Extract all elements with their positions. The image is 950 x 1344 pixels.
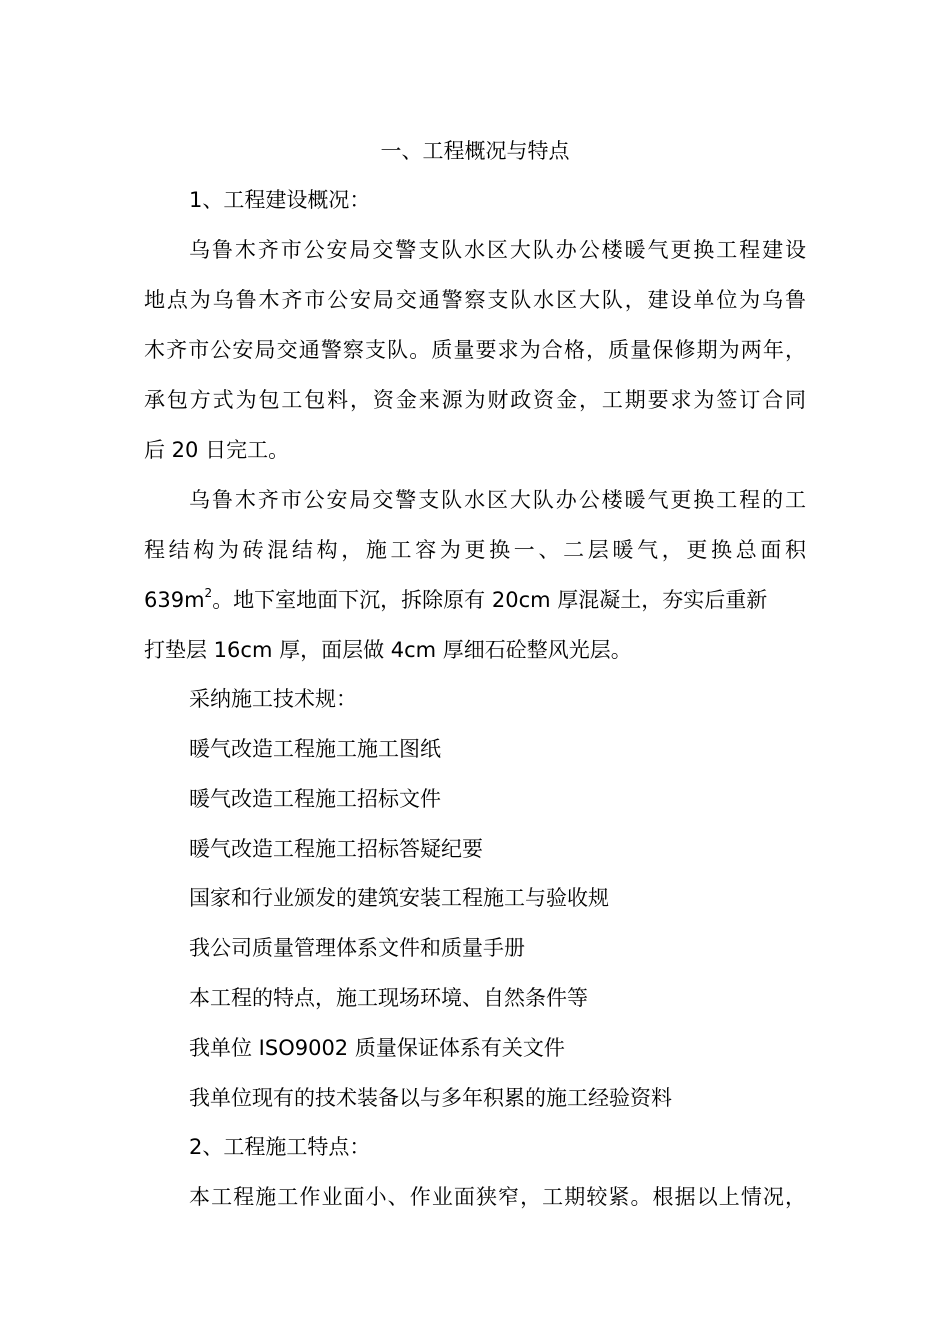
page-heading: 一、工程概况与特点 <box>380 139 570 163</box>
paragraph-2-line: 打垫层 16cm 厚，面层做 4cm 厚细石砼整风光层。 <box>144 638 632 662</box>
standards-item: 国家和行业颁发的建筑安装工程施工与验收规 <box>189 886 609 910</box>
standards-item: 本工程的特点，施工现场环境、自然条件等 <box>189 986 588 1010</box>
section-2-title: 2、工程施工特点： <box>189 1135 371 1159</box>
paragraph-2-line: 程结构为砖混结构，施工容为更换一、二层暖气，更换总面积 <box>144 538 806 562</box>
paragraph-1-line: 乌鲁木齐市公安局交警支队水区大队办公楼暖气更换工程建设 <box>189 238 806 262</box>
paragraph-1-line: 后 20 日完工。 <box>144 438 290 462</box>
paragraph-2-text: 。地下室地面下沉，拆除原有 20cm 厚混凝土，夯实后重新 <box>212 588 768 612</box>
standards-item: 我公司质量管理体系文件和质量手册 <box>189 936 525 960</box>
area-superscript: 2 <box>204 586 213 600</box>
paragraph-1-line: 木齐市公安局交通警察支队。质量要求为合格，质量保修期为两年， <box>144 338 806 362</box>
section-1-title: 1、工程建设概况： <box>189 188 371 212</box>
standards-item: 我单位 ISO9002 质量保证体系有关文件 <box>189 1036 565 1060</box>
paragraph-2-line: 乌鲁木齐市公安局交警支队水区大队办公楼暖气更换工程的工 <box>189 488 806 512</box>
paragraph-3-line: 本工程施工作业面小、作业面狭窄，工期较紧。根据以上情况， <box>189 1185 806 1209</box>
paragraph-1-line: 承包方式为包工包料，资金来源为财政资金，工期要求为签订合同 <box>144 388 806 412</box>
standards-item: 暖气改造工程施工施工图纸 <box>189 737 441 761</box>
standards-item: 暖气改造工程施工招标答疑纪要 <box>189 837 483 861</box>
area-value: 639m <box>144 588 205 612</box>
standards-title: 采纳施工技术规： <box>189 687 357 711</box>
standards-item: 我单位现有的技术装备以与多年积累的施工经验资料 <box>189 1086 672 1110</box>
paragraph-1-line: 地点为乌鲁木齐市公安局交通警察支队水区大队，建设单位为乌鲁 <box>144 288 806 312</box>
standards-item: 暖气改造工程施工招标文件 <box>189 787 441 811</box>
paragraph-2-line <box>144 586 824 614</box>
